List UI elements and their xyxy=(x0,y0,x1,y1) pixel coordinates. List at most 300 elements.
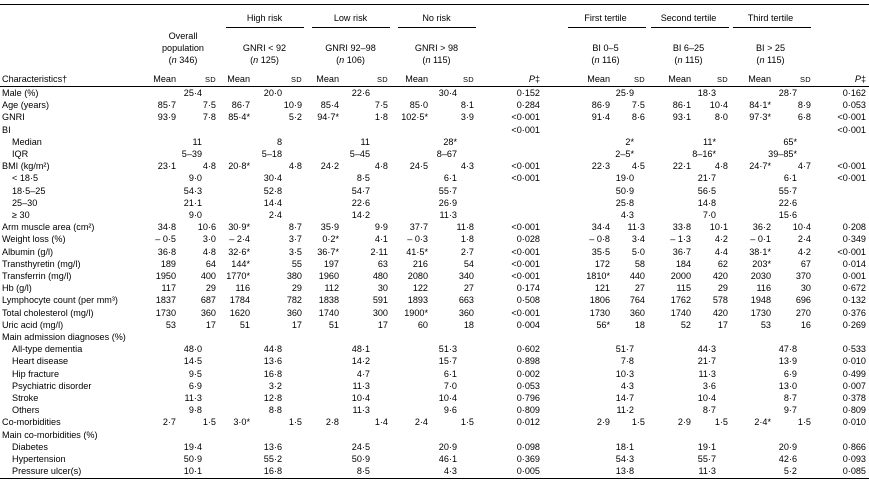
table-cell: 2·8 xyxy=(325,417,339,427)
header-group3-line1: No risk xyxy=(422,13,451,23)
table-cell: 420 xyxy=(712,271,728,281)
table-cell: 50·9 xyxy=(615,186,634,196)
table-cell: 24·2 xyxy=(320,161,339,171)
table-cell: 360 xyxy=(629,308,645,318)
table-cell: 17 xyxy=(717,320,728,330)
table-cell: 42·6 xyxy=(778,454,797,464)
row-label: Age (years) xyxy=(2,100,50,110)
table-cell: 578 xyxy=(712,295,728,305)
table-cell: 9·8 xyxy=(188,405,202,415)
table-cell: <0·001 xyxy=(511,222,540,232)
table-cell: 0·672 xyxy=(842,283,866,293)
row-label: Main co-morbidities (%) xyxy=(2,430,98,440)
table-cell: 22·1 xyxy=(672,161,691,171)
table-cell: <0·001 xyxy=(511,112,540,122)
table-cell: 27 xyxy=(634,283,645,293)
table-cell: 420 xyxy=(712,308,728,318)
table-cell: 2080 xyxy=(407,271,428,281)
table-cell: – 0·3 xyxy=(407,234,428,244)
table-cell: 2·4 xyxy=(268,210,282,220)
table-cell: 48·0 xyxy=(183,344,202,354)
header-group4-line3: (n 116) xyxy=(591,55,620,65)
table-cell: 36·8 xyxy=(157,247,176,257)
table-cell: 0·499 xyxy=(842,369,866,379)
table-cell: 5·0 xyxy=(631,247,645,257)
table-cell: 2–5* xyxy=(615,149,634,159)
table-cell: 60 xyxy=(417,320,428,330)
table-cell: 8·7 xyxy=(702,405,716,415)
table-cell: 24·5 xyxy=(409,161,428,171)
table-cell: 27 xyxy=(463,283,474,293)
table-cell: 11·8 xyxy=(456,222,474,232)
header-group4-line1: First tertile xyxy=(584,13,627,23)
row-label: Diabetes xyxy=(12,442,48,452)
table-cell: 6·1 xyxy=(443,173,457,183)
row-label: Male (%) xyxy=(2,88,39,98)
table-cell: 1893 xyxy=(407,295,428,305)
table-cell: 360 xyxy=(458,308,474,318)
table-cell: 44·3 xyxy=(697,344,716,354)
table-cell: 19·4 xyxy=(183,442,202,452)
table-cell: 35·9 xyxy=(320,222,339,232)
column-head-mean: Mean xyxy=(668,74,691,84)
table-cell: 17 xyxy=(377,320,388,330)
table-cell: 1·5 xyxy=(631,417,645,427)
table-cell: 6·9 xyxy=(783,369,797,379)
row-label: Lymphocyte count (per mm³) xyxy=(2,295,118,305)
table-cell: 54·3 xyxy=(183,186,202,196)
table-cell: 33·8 xyxy=(672,222,691,232)
table-cell: 10·9 xyxy=(283,100,302,110)
table-cell: 0·809 xyxy=(842,405,866,415)
table-cell: 54 xyxy=(463,259,474,269)
table-cell: 8·5 xyxy=(356,173,370,183)
table-cell: 14·2 xyxy=(351,210,370,220)
table-cell: 13·6 xyxy=(263,442,282,452)
table-cell: 30·4 xyxy=(263,173,282,183)
table-cell: 1837 xyxy=(155,295,176,305)
table-cell: 102·5* xyxy=(401,112,428,122)
table-cell: 1730 xyxy=(589,308,610,318)
table-cell: 8 xyxy=(276,137,282,147)
table-cell: 14·2 xyxy=(351,356,370,366)
table-cell: 687 xyxy=(200,295,216,305)
table-cell: 1784 xyxy=(229,295,250,305)
table-cell: <0·001 xyxy=(511,173,540,183)
header-group4-line2: BI 0–5 xyxy=(592,43,619,53)
table-cell: 1·4 xyxy=(374,417,388,427)
table-cell: 34·4 xyxy=(591,222,610,232)
table-cell: 14·7 xyxy=(615,393,634,403)
group3-rule xyxy=(398,27,476,28)
table-cell: 480 xyxy=(372,271,388,281)
table-cell: 0·2* xyxy=(322,234,339,244)
table-cell: 85·4* xyxy=(228,112,250,122)
group1-rule xyxy=(226,27,304,28)
table-cell: 30·4 xyxy=(438,88,457,98)
table-cell: 20·9 xyxy=(438,442,457,452)
table-cell: 55 xyxy=(291,259,302,269)
table-cell: 2·11 xyxy=(370,247,388,257)
column-head-mean: Mean xyxy=(153,74,176,84)
table-cell: 11* xyxy=(703,137,716,147)
header-group6-line3: (n 115) xyxy=(756,55,785,65)
table-cell: 53 xyxy=(165,320,176,330)
table-cell: 2·4 xyxy=(414,417,428,427)
row-label: Transferrin (mg/l) xyxy=(2,271,72,281)
table-cell: 3·2 xyxy=(268,381,282,391)
table-cell: 10·4 xyxy=(792,222,811,232)
table-cell: 51 xyxy=(239,320,250,330)
table-cell: 5–39 xyxy=(181,149,202,159)
header-group6-line2: BI > 25 xyxy=(755,43,786,53)
table-cell: 0·053 xyxy=(516,381,540,391)
table-cell: 270 xyxy=(795,308,811,318)
table-cell: 8·5 xyxy=(356,466,370,476)
table-cell: 2000 xyxy=(670,271,691,281)
table-cell: 10·1 xyxy=(709,222,728,232)
table-cell: 9·6 xyxy=(443,405,457,415)
table-cell: 6·1 xyxy=(443,369,457,379)
table-cell: 13·9 xyxy=(778,356,797,366)
table-cell: 11·3 xyxy=(439,210,457,220)
table-cell: 20·9 xyxy=(778,442,797,452)
table-cell: – 1·3 xyxy=(670,234,691,244)
table-cell: 8–67 xyxy=(436,149,457,159)
table-cell: 6·9 xyxy=(188,381,202,391)
column-head-mean: Mean xyxy=(405,74,428,84)
table-cell: 1950 xyxy=(155,271,176,281)
table-cell: 0·132 xyxy=(842,295,866,305)
table-cell: 19·1 xyxy=(697,442,716,452)
header-rule xyxy=(0,86,869,87)
table-cell: 14·5 xyxy=(183,356,202,366)
table-cell: 1762 xyxy=(670,295,691,305)
column-head-mean: Mean xyxy=(587,74,610,84)
table-cell: 0·369 xyxy=(516,454,540,464)
table-cell: <0·001 xyxy=(511,259,540,269)
table-cell: 591 xyxy=(372,295,388,305)
table-cell: 11 xyxy=(192,137,202,147)
table-cell: 4·8 xyxy=(202,247,216,257)
table-cell: 21·1 xyxy=(183,198,202,208)
table-cell: 3·0 xyxy=(202,234,216,244)
table-cell: 56·5 xyxy=(697,186,716,196)
group4-rule xyxy=(568,27,646,28)
table-cell: 22·3 xyxy=(591,161,610,171)
table-cell: 36·7 xyxy=(672,247,691,257)
top-rule xyxy=(0,4,869,5)
table-cell: 10·4 xyxy=(438,393,457,403)
table-cell: 4·7 xyxy=(797,161,811,171)
header-group2-line1: Low risk xyxy=(333,13,368,23)
table-cell: 4·4 xyxy=(714,247,728,257)
table-cell: 46·1 xyxy=(438,454,457,464)
table-cell: 55·7 xyxy=(778,186,797,196)
table-cell: <0·001 xyxy=(511,271,540,281)
table-cell: 2·7 xyxy=(460,247,474,257)
table-cell: 63 xyxy=(377,259,388,269)
table-cell: 2·9 xyxy=(596,417,610,427)
table-cell: 50·9 xyxy=(183,454,202,464)
table-cell: 30 xyxy=(377,283,388,293)
table-cell: 4·8 xyxy=(288,161,302,171)
table-cell: 19·0 xyxy=(615,173,634,183)
table-cell: 56* xyxy=(596,320,610,330)
table-cell: 36·7* xyxy=(317,247,339,257)
table-cell: 0·378 xyxy=(842,393,866,403)
table-cell: 9·7 xyxy=(783,405,797,415)
table-cell: 24·5 xyxy=(351,442,370,452)
row-label: Main admission diagnoses (%) xyxy=(2,332,126,342)
table-cell: 11·3 xyxy=(352,381,370,391)
table-cell: 52 xyxy=(680,320,691,330)
table-cell: 18·1 xyxy=(615,442,634,452)
table-cell: 380 xyxy=(286,271,302,281)
table-cell: 11·3 xyxy=(184,393,202,403)
table-cell: 41·5* xyxy=(406,247,428,257)
table-cell: 34·8 xyxy=(157,222,176,232)
table-cell: 17 xyxy=(291,320,302,330)
row-label: IQR xyxy=(12,149,29,159)
table-cell: 65* xyxy=(783,137,797,147)
table-cell: 300 xyxy=(372,308,388,318)
table-cell: 0·508 xyxy=(516,295,540,305)
table-cell: 0·269 xyxy=(842,320,866,330)
row-label: Stroke xyxy=(12,393,39,403)
table-cell: 0·053 xyxy=(842,100,866,110)
group2-rule xyxy=(312,27,390,28)
table-cell: 9·0 xyxy=(188,210,202,220)
table-cell: 1810* xyxy=(586,271,610,281)
table-cell: 93·9 xyxy=(157,112,176,122)
table-cell: 86·7 xyxy=(231,100,250,110)
table-cell: 1·8 xyxy=(460,234,474,244)
table-cell: 93·1 xyxy=(672,112,691,122)
row-label: GNRI xyxy=(2,112,25,122)
table-cell: 11·3 xyxy=(352,405,370,415)
table-cell: 1740 xyxy=(318,308,339,318)
row-label: Others xyxy=(12,405,40,415)
table-cell: 11 xyxy=(360,137,370,147)
table-cell: 1806 xyxy=(589,295,610,305)
group5-rule xyxy=(651,27,729,28)
table-cell: 1·8 xyxy=(374,112,388,122)
row-label: 18·5–25 xyxy=(12,186,46,196)
table-cell: 2·7 xyxy=(162,417,176,427)
table-cell: 55·7 xyxy=(697,454,716,464)
table-cell: 26·9 xyxy=(438,198,457,208)
table-cell: 0·162 xyxy=(842,88,866,98)
table-cell: 4·8 xyxy=(374,161,388,171)
table-cell: 0·014 xyxy=(842,259,866,269)
table-cell: 7·8 xyxy=(620,356,634,366)
table-cell: 8·8 xyxy=(268,405,282,415)
table-cell: 29 xyxy=(205,283,216,293)
table-cell: 4·3 xyxy=(620,381,634,391)
table-cell: 4·1 xyxy=(374,234,388,244)
column-head-sd: SD xyxy=(462,75,474,84)
table-cell: 22·6 xyxy=(351,88,370,98)
table-cell: – 0·8 xyxy=(589,234,610,244)
table-cell: 440 xyxy=(629,271,645,281)
table-cell: 189 xyxy=(160,259,176,269)
table-cell: 15·7 xyxy=(438,356,457,366)
table-cell: <0·001 xyxy=(837,161,866,171)
table-cell: 2* xyxy=(625,137,634,147)
table-cell: 30·9* xyxy=(228,222,250,232)
table-cell: 64 xyxy=(205,259,216,269)
table-cell: 0·098 xyxy=(516,442,540,452)
table-cell: 1960 xyxy=(318,271,339,281)
table-cell: 7·5 xyxy=(202,100,216,110)
table-cell: 16 xyxy=(800,320,811,330)
table-cell: <0·001 xyxy=(837,247,866,257)
table-cell: 116 xyxy=(235,283,250,293)
table-cell: 4·8 xyxy=(714,161,728,171)
table-cell: <0·001 xyxy=(511,161,540,171)
table-cell: 2·9 xyxy=(677,417,691,427)
row-label: Co-morbidities xyxy=(2,417,61,427)
table-cell: 94·7* xyxy=(317,112,339,122)
table-cell: 21·7 xyxy=(697,356,716,366)
table-cell: 172 xyxy=(594,259,610,269)
row-label: BI xyxy=(2,125,11,135)
table-cell: 22·6 xyxy=(778,198,797,208)
table-cell: 3·6 xyxy=(702,381,716,391)
table-cell: 51·7 xyxy=(615,344,634,354)
table-cell: 0·796 xyxy=(516,393,540,403)
table-cell: 3·0* xyxy=(233,417,250,427)
column-head-p: P‡ xyxy=(854,74,866,84)
table-cell: 36·2 xyxy=(752,222,771,232)
table-cell: 47·8 xyxy=(778,344,797,354)
table-cell: 8·7 xyxy=(288,222,302,232)
header-group1-line3: (n 125) xyxy=(250,55,279,65)
table-cell: <0·001 xyxy=(511,308,540,318)
table-cell: 370 xyxy=(795,271,811,281)
table-cell: 21·7 xyxy=(697,173,716,183)
table-cell: 28·7 xyxy=(778,88,797,98)
table-cell: <0·001 xyxy=(511,125,540,135)
table-cell: 13·0 xyxy=(778,381,797,391)
row-label: Psychiatric disorder xyxy=(12,381,92,391)
table-cell: 50·9 xyxy=(351,454,370,464)
table-cell: 9·9 xyxy=(374,222,388,232)
table-cell: 6·1 xyxy=(783,173,797,183)
table-cell: 11·3 xyxy=(627,222,645,232)
table-cell: 1900* xyxy=(404,308,428,318)
column-head-sd: SD xyxy=(716,75,728,84)
table-cell: 9·5 xyxy=(188,369,202,379)
table-cell: 11·3 xyxy=(698,466,716,476)
column-head-sd: SD xyxy=(204,75,216,84)
header-group3-line3: (n 115) xyxy=(422,55,451,65)
table-cell: 51 xyxy=(328,320,339,330)
table-cell: 184 xyxy=(675,259,691,269)
table-cell: 8·6 xyxy=(631,112,645,122)
table-cell: 39–85* xyxy=(768,149,797,159)
table-cell: 17 xyxy=(205,320,216,330)
table-cell: 197 xyxy=(323,259,339,269)
table-cell: 10·4 xyxy=(351,393,370,403)
table-cell: 400 xyxy=(200,271,216,281)
table-cell: 1740 xyxy=(670,308,691,318)
table-cell: 13·8 xyxy=(615,466,634,476)
table-cell: 1770* xyxy=(226,271,250,281)
row-label: Transthyretin (mg/l) xyxy=(2,259,81,269)
table-cell: 8·7 xyxy=(783,393,797,403)
table-cell: 25·4 xyxy=(183,88,202,98)
table-cell: 2·4* xyxy=(754,417,771,427)
column-head-mean: Mean xyxy=(227,74,250,84)
table-cell: 117 xyxy=(161,283,176,293)
table-cell: 44·8 xyxy=(263,344,282,354)
table-cell: 18 xyxy=(463,320,474,330)
table-cell: 32·6* xyxy=(228,247,250,257)
header-overall-line2: population xyxy=(162,43,204,53)
table-cell: 29 xyxy=(717,283,728,293)
table-cell: 5·2 xyxy=(288,112,302,122)
table-cell: 8·9 xyxy=(797,100,811,110)
table-cell: 85·7 xyxy=(157,100,176,110)
table-cell: 112 xyxy=(324,283,339,293)
table-cell: 0·174 xyxy=(516,283,540,293)
row-label: Uric acid (mg/l) xyxy=(2,320,64,330)
row-label: Arm muscle area (cm²) xyxy=(2,222,95,232)
table-cell: 7·0 xyxy=(443,381,457,391)
table-cell: 13·6 xyxy=(263,356,282,366)
table-cell: 91·4 xyxy=(591,112,610,122)
table-cell: 54·3 xyxy=(615,454,634,464)
table-cell: 11·3 xyxy=(698,369,716,379)
table-cell: – 2·4 xyxy=(229,234,250,244)
row-label: Hip fracture xyxy=(12,369,60,379)
column-head-mean: Mean xyxy=(748,74,771,84)
table-cell: 16·8 xyxy=(263,466,282,476)
table-cell: 9·0 xyxy=(188,173,202,183)
table-cell: 360 xyxy=(286,308,302,318)
table-cell: 1948 xyxy=(750,295,771,305)
column-head-mean: Mean xyxy=(316,74,339,84)
table-cell: <0·001 xyxy=(837,173,866,183)
table-cell: 52·8 xyxy=(263,186,282,196)
table-cell: 53 xyxy=(760,320,771,330)
table-cell: 11·2 xyxy=(616,405,634,415)
table-cell: 764 xyxy=(629,295,645,305)
table-cell: 0·012 xyxy=(516,417,540,427)
header-group2-line3: (n 106) xyxy=(336,55,365,65)
table-cell: 4·3 xyxy=(443,466,457,476)
table-cell: 25·8 xyxy=(615,198,634,208)
table-cell: 67 xyxy=(800,259,811,269)
table-cell: 38·1* xyxy=(749,247,771,257)
table-cell: 30 xyxy=(800,283,811,293)
table-cell: 1620 xyxy=(229,308,250,318)
row-label: Pressure ulcer(s) xyxy=(12,466,82,476)
table-cell: 0·349 xyxy=(842,234,866,244)
table-cell: 0·004 xyxy=(516,320,540,330)
table-cell: 1·5 xyxy=(202,417,216,427)
table-cell: 29 xyxy=(291,283,302,293)
row-label: Hb (g/l) xyxy=(2,283,32,293)
table-cell: 4·2 xyxy=(797,247,811,257)
table-cell: 84·1* xyxy=(749,100,771,110)
row-label: Albumin (g/l) xyxy=(2,247,54,257)
table-cell: 12·8 xyxy=(263,393,282,403)
row-label: Weight loss (%) xyxy=(2,234,66,244)
table-cell: 7·0 xyxy=(702,210,716,220)
